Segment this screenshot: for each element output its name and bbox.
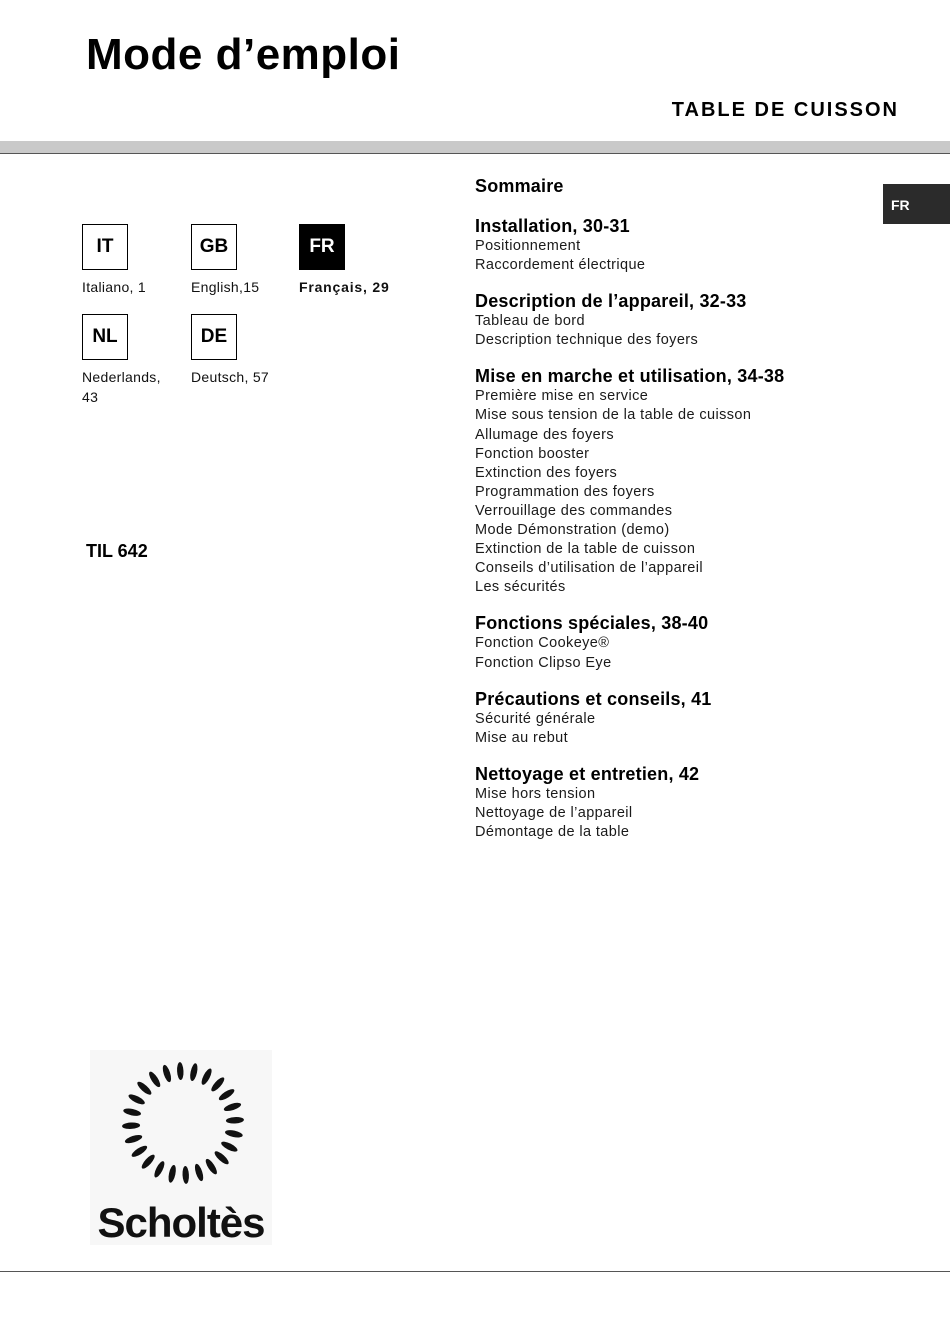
toc-item[interactable]: Raccordement électrique [475,257,646,274]
lang-label-de: Deutsch, 57 [191,369,270,385]
logo-ray [182,1166,189,1184]
toc-section-description [475,290,875,350]
lang-box-it[interactable]: IT [82,224,128,270]
toc-item[interactable]: Conseils d’utilisation de l’appareil [475,560,703,577]
toc-item[interactable]: Sécurité générale [475,710,596,727]
toc-section-utilisation [475,365,875,597]
toc-item[interactable]: Tableau de bord [475,313,585,330]
logo-ray [213,1149,231,1166]
logo-ray [177,1062,184,1080]
lang-box-gb[interactable]: GB [191,224,237,270]
toc-item[interactable]: Allumage des foyers [475,426,614,443]
toc-item[interactable]: Mise hors tension [475,785,596,802]
logo-ray [224,1129,243,1139]
lang-box-nl[interactable]: NL [82,314,128,360]
logo-ray [209,1076,226,1094]
toc-section-fonctions [475,612,875,672]
toc-item[interactable]: Verrouillage des commandes [475,502,673,519]
toc-section-title[interactable]: Nettoyage et entretien, 42 [475,763,700,784]
lang-box-de[interactable]: DE [191,314,237,360]
logo-ray [136,1080,154,1097]
logo-ray [189,1063,199,1082]
model-number: TIL 642 [86,541,148,561]
lang-label-it: Italiano, 1 [82,279,147,295]
logo-ray [217,1087,236,1102]
logo-ray [200,1067,214,1086]
lang-label-fr: Français, 29 [299,279,390,295]
logo-ray [140,1153,157,1171]
toc-item[interactable]: Extinction de la table de cuisson [475,541,696,558]
lang-label-gb: English,15 [191,279,260,295]
toc-section-precautions [475,688,875,748]
logo-ray [152,1160,166,1179]
toc-section-title[interactable]: Précautions et conseils, 41 [475,688,712,709]
logo-ray [130,1144,149,1159]
toc-item[interactable]: Première mise en service [475,388,649,405]
toc-item[interactable]: Extinction des foyers [475,464,618,481]
sun-icon [90,1050,272,1245]
toc-section-title[interactable]: Description de l’appareil, 32-33 [475,291,747,312]
toc-item[interactable]: Mise sous tension de la table de cuisson [475,407,752,424]
toc-item[interactable]: Fonction Clipso Eye [475,654,612,671]
logo-ray [122,1122,140,1129]
toc-section-installation [475,215,875,275]
language-side-tab[interactable]: FR [883,184,950,224]
page-title: Mode d’emploi [86,30,401,79]
toc-section-title[interactable]: Fonctions spéciales, 38-40 [475,613,709,634]
toc-section-title[interactable]: Installation, 30-31 [475,216,630,236]
logo-ray [167,1164,177,1183]
toc-item[interactable]: Mode Démonstration (demo) [475,522,670,539]
toc-item[interactable]: Fonction booster [475,445,590,462]
toc-section-nettoyage [475,763,875,842]
page-subtitle: TABLE DE CUISSON [671,99,899,121]
lang-label-nl: Nederlands, 43 [82,369,161,405]
logo-wordmark: Scholtès [97,1199,265,1245]
toc-item[interactable]: Programmation des foyers [475,483,655,500]
toc-item[interactable]: Positionnement [475,238,581,254]
logo-ray [123,1107,142,1117]
logo-ray [193,1163,205,1182]
logo-ray [127,1092,146,1106]
toc-item[interactable]: Mise au rebut [475,729,569,746]
footer-divider [0,1271,950,1272]
table-of-contents [475,176,875,857]
toc-heading: Sommaire [475,176,564,196]
scholtes-logo [90,1050,272,1245]
toc-item[interactable]: Description technique des foyers [475,332,699,349]
lang-box-fr[interactable]: FR [299,224,345,270]
logo-ray [124,1133,143,1145]
toc-item[interactable]: Démontage de la table [475,823,630,840]
logo-ray [223,1101,242,1113]
logo-ray [204,1157,219,1176]
toc-section-title[interactable]: Mise en marche et utilisation, 34-38 [475,366,785,387]
logo-ray [220,1140,239,1154]
toc-item[interactable]: Fonction Cookeye® [475,635,610,652]
toc-item[interactable]: Nettoyage de l’appareil [475,804,633,821]
header-divider [0,153,950,154]
toc-item[interactable]: Les sécurités [475,579,566,596]
header-band [0,141,950,153]
logo-ray [226,1117,244,1124]
logo-ray [147,1070,162,1089]
logo-ray [161,1064,173,1083]
